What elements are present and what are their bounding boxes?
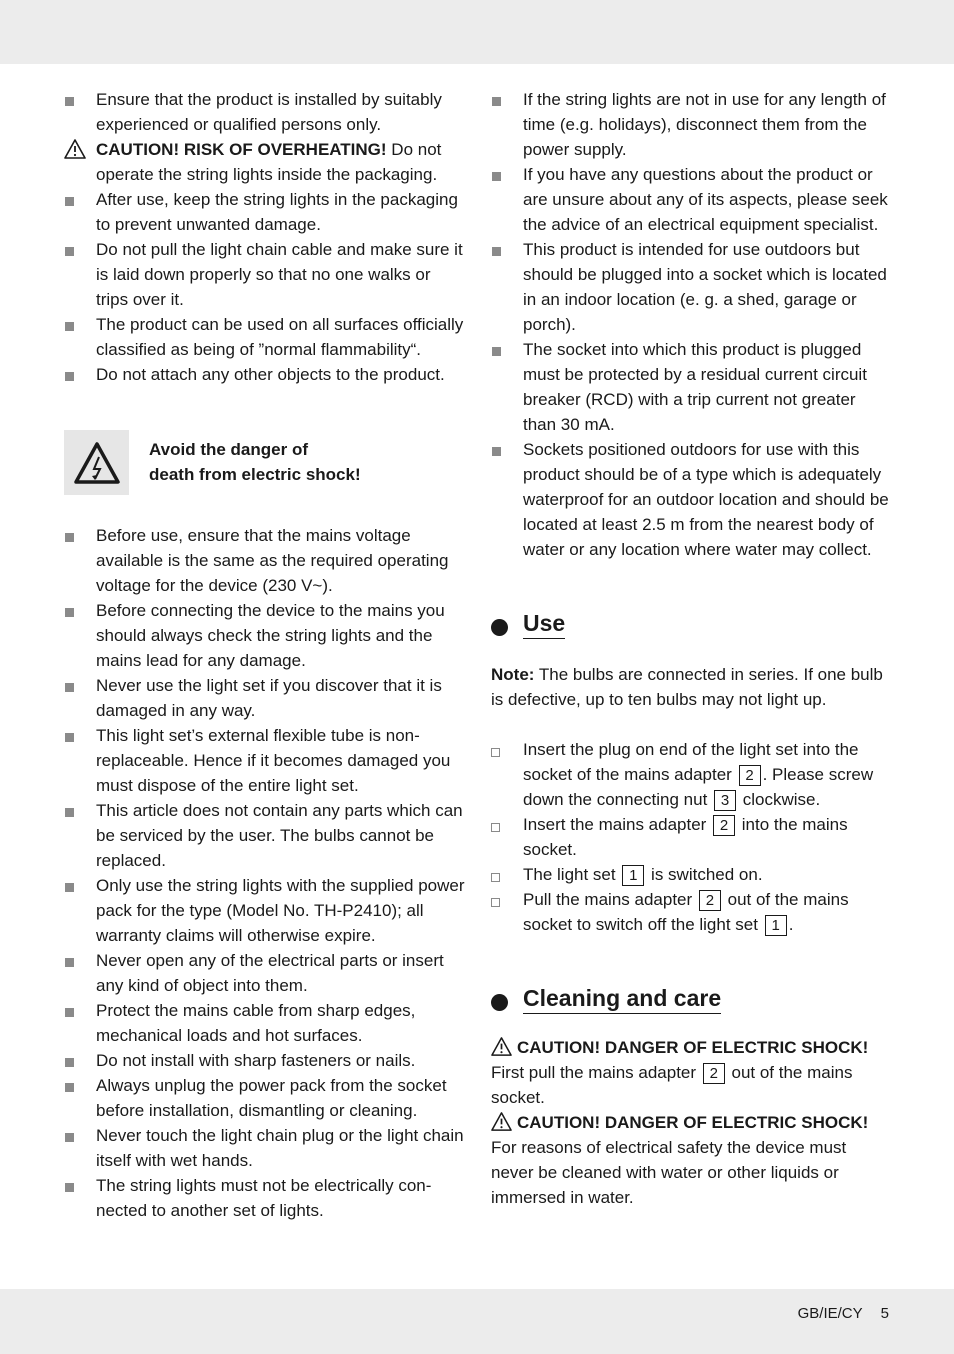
list-item: This product is intended for use outdoors but should be plugged into a socket which is located in an indoor location (e. g. a shed, garage or porch). xyxy=(491,237,893,337)
safety-list-right xyxy=(491,87,893,562)
caution-electric-shock-2: CAUTION! DANGER OF ELECTRIC SHOCK! xyxy=(491,1110,893,1135)
square-bullet-icon xyxy=(65,372,74,381)
list-item: Before connecting the device to the mains you should always check the string lights and the mains lead for any damage. xyxy=(64,598,466,673)
danger-line-1: Avoid the danger of xyxy=(149,440,308,459)
square-bullet-icon xyxy=(65,683,74,692)
list-item: The product can be used on all surfaces officially classified as being of ”normal flammability“. xyxy=(64,312,466,362)
danger-box-text xyxy=(149,437,449,487)
square-bullet-icon xyxy=(65,1083,74,1092)
use-note xyxy=(491,662,893,712)
list-item: After use, keep the string lights in the packaging to prevent unwanted damage. xyxy=(64,187,466,237)
list-item: Do not pull the light chain cable and make sure it is laid down properly so that no one walks or trips over it. xyxy=(64,237,466,312)
square-bullet-icon xyxy=(492,97,501,106)
square-bullet-icon xyxy=(492,172,501,181)
square-bullet-icon xyxy=(492,347,501,356)
reference-number: 1 xyxy=(622,865,644,886)
square-bullet-icon xyxy=(65,1133,74,1142)
list-item: This light set’s external flexible tube is non-replaceable. Hence if it becomes damaged you must dispose of the entire light set. xyxy=(64,723,466,798)
list-item: Never use the light set if you discover that it is damaged in any way. xyxy=(64,673,466,723)
care-text-2: For reasons of electrical safety the device must never be cleaned with water or other liquids or immersed in water. xyxy=(491,1138,847,1207)
square-bullet-icon xyxy=(65,1058,74,1067)
step-item: Insert the mains adapter 2 into the mains socket. xyxy=(491,812,893,862)
square-bullet-icon xyxy=(492,447,501,456)
step-item: The light set 1 is switched on. xyxy=(491,862,893,887)
square-bullet-icon xyxy=(65,883,74,892)
list-item: The socket into which this product is plugged must be protected by a residual current circuit breaker (RCD) with a trip current not greater than 30 mA. xyxy=(491,337,893,437)
section-heading-use: Use xyxy=(491,610,893,644)
use-steps-list xyxy=(491,737,893,937)
list-item: Do not install with sharp fasteners or nails. xyxy=(64,1048,466,1073)
bullet-dot-icon xyxy=(491,619,508,636)
section-heading-cleaning: Cleaning and care xyxy=(491,985,893,1019)
list-item: Never touch the light chain plug or the light chain itself with wet hands. xyxy=(64,1123,466,1173)
reference-number: 1 xyxy=(765,915,787,936)
reference-number: 2 xyxy=(699,890,721,911)
safety-list-top xyxy=(64,87,466,387)
square-bullet-icon xyxy=(65,958,74,967)
square-bullet-icon xyxy=(65,808,74,817)
square-bullet-icon xyxy=(492,247,501,256)
list-item: Always unplug the power pack from the socket before installation, dismantling or cleaning. xyxy=(64,1073,466,1123)
checkbox-bullet-icon xyxy=(491,898,500,907)
square-bullet-icon xyxy=(65,247,74,256)
note-text: The bulbs are connected in series. If one bulb is defective, up to ten bulbs may not light up. xyxy=(491,665,883,709)
list-item: Protect the mains cable from sharp edges, mechanical loads and hot surfaces. xyxy=(64,998,466,1048)
list-item: Ensure that the product is installed by suitably experienced or qualified persons only. xyxy=(64,87,466,137)
square-bullet-icon xyxy=(65,97,74,106)
list-item: Before use, ensure that the mains voltage available is the same as the required operating voltage for the device (230 V~). xyxy=(64,523,466,598)
warning-triangle-icon xyxy=(64,138,86,160)
warning-triangle-icon xyxy=(491,1036,512,1057)
square-bullet-icon xyxy=(65,533,74,542)
list-item: Sockets positioned outdoors for use with this product should be of a type which is adequately waterproof for an outdoor location and should be located at least 2.5 m from the nearest body of water or any location where water may collect. xyxy=(491,437,893,562)
list-item: If the string lights are not in use for any length of time (e.g. holidays), disconnect them from the power supply. xyxy=(491,87,893,162)
warning-triangle-icon xyxy=(491,1111,512,1132)
list-item: This article does not contain any parts which can be serviced by the user. The bulbs cannot be replaced. xyxy=(64,798,466,873)
page-number: 5 xyxy=(880,1305,889,1322)
right-column xyxy=(491,87,893,1210)
list-item: Do not attach any other objects to the product. xyxy=(64,362,466,387)
square-bullet-icon xyxy=(65,197,74,206)
square-bullet-icon xyxy=(65,1183,74,1192)
caution-electric-shock-1: CAUTION! DANGER OF ELECTRIC SHOCK! xyxy=(491,1035,893,1060)
electric-shock-warning-icon xyxy=(64,430,129,495)
care-text-1: First pull the mains adapter 2 out of the mains socket. xyxy=(491,1063,853,1107)
danger-line-2: death from electric shock! xyxy=(149,465,361,484)
note-label: Note: xyxy=(491,665,535,684)
reference-number: 2 xyxy=(739,765,761,786)
reference-number: 2 xyxy=(703,1063,725,1084)
safety-list-bottom xyxy=(64,523,466,1223)
list-item: If you have any questions about the product or are unsure about any of its aspects, please seek the advice of an electrical equipment specialist. xyxy=(491,162,893,237)
reference-number: 3 xyxy=(714,790,736,811)
square-bullet-icon xyxy=(65,1008,74,1017)
checkbox-bullet-icon xyxy=(491,873,500,882)
left-column xyxy=(64,87,466,1223)
page-footer xyxy=(780,1305,889,1322)
checkbox-bullet-icon xyxy=(491,823,500,832)
list-item: Only use the string lights with the supplied power pack for the type (Model No. TH-P2410); all warranty claims will otherwise expire. xyxy=(64,873,466,948)
checkbox-bullet-icon xyxy=(491,748,500,757)
step-item: Insert the plug on end of the light set into the socket of the mains adapter 2 . Please screw down the connecting nut 3 clockwise. xyxy=(491,737,893,812)
bullet-dot-icon xyxy=(491,994,508,1011)
step-item: Pull the mains adapter 2 out of the mains socket to switch off the light set 1 . xyxy=(491,887,893,937)
page-header-band xyxy=(0,0,954,64)
list-item: CAUTION! RISK OF OVERHEATING! Do not operate the string lights inside the packaging. xyxy=(64,137,466,187)
reference-number: 2 xyxy=(713,815,735,836)
list-item: Never open any of the electrical parts or insert any kind of object into them. xyxy=(64,948,466,998)
square-bullet-icon xyxy=(65,608,74,617)
square-bullet-icon xyxy=(65,322,74,331)
danger-box xyxy=(64,430,466,495)
square-bullet-icon xyxy=(65,733,74,742)
list-item: The string lights must not be electrically connected to another set of lights. xyxy=(64,1173,466,1223)
footer-region: GB/IE/CY xyxy=(797,1305,863,1322)
